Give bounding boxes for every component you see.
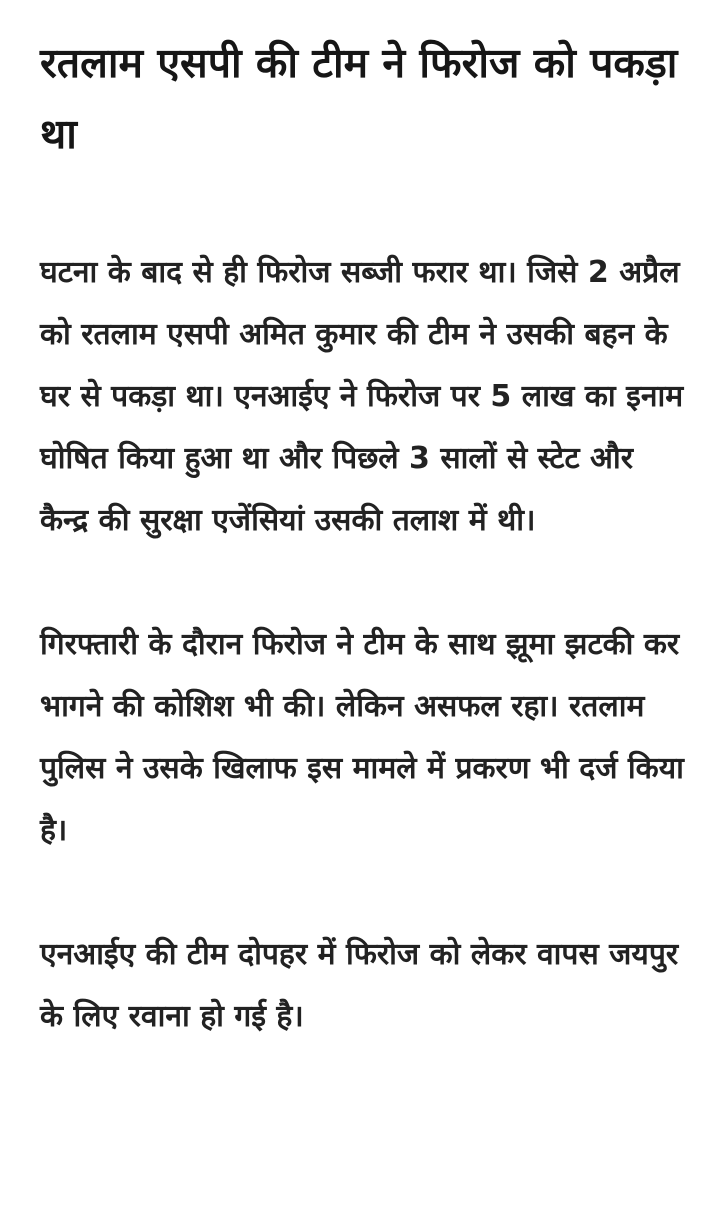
- article-paragraph-1: घटना के बाद से ही फिरोज सब्जी फरार था। जिसे 2 अप्रैल को रतलाम एसपी अमित कुमार की टीम ने उसकी बहन के घर से पकड़ा था। एनआईए ने फिरोज पर 5 लाख का इनाम घोषित किया हुआ था और पिछले 3 सालों से स्टेट और कैन्द्र की सुरक्षा एजेंसियां उसकी तलाश में थी।: [40, 255, 684, 538]
- article-paragraph-3: एनआईए की टीम दोपहर में फिरोज को लेकर वापस जयपुर के लिए रवाना हो गई है।: [40, 937, 679, 1034]
- article-paragraph-2: गिरफ्तारी के दौरान फिरोज ने टीम के साथ झूमा झटकी कर भागने की कोशिश भी की। लेकिन असफल रहा। रतलाम पुलिस ने उसके खिलाफ इस मामले में प्रकरण भी दर्ज किया है।: [40, 627, 684, 848]
- article-body: [40, 28, 686, 1048]
- article-headline: रतलाम एसपी की टीम ने फिरोज को पकड़ा था: [40, 39, 678, 158]
